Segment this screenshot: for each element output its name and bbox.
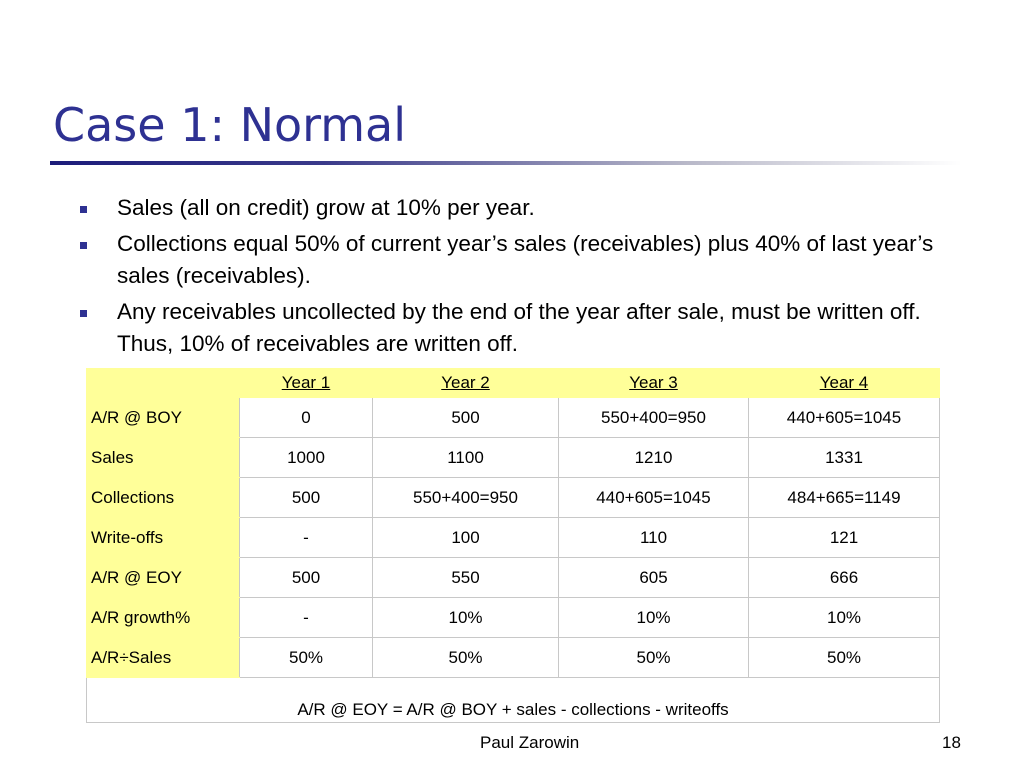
bullet-text: Any receivables uncollected by the end of the year after sale, must be written off. Thus, 10% of receivables are written off. [117, 299, 921, 356]
table-cell: 50% [559, 638, 749, 678]
table-note: A/R @ EOY = A/R @ BOY + sales - collections - writeoffs [87, 678, 940, 723]
title-underline [50, 161, 962, 165]
table-cell: 550+400=950 [559, 398, 749, 438]
table-note-row [87, 678, 940, 723]
column-header [749, 369, 940, 398]
table-row [87, 638, 940, 678]
column-header [373, 369, 559, 398]
row-label: A/R @ EOY [87, 558, 240, 598]
table-cell: 484+665=1149 [749, 478, 940, 518]
table-cell: 10% [749, 598, 940, 638]
table-row [87, 598, 940, 638]
table-cell: 1210 [559, 438, 749, 478]
column-header-label: Year 1 [281, 373, 331, 392]
table-cell: 1100 [373, 438, 559, 478]
table-cell: 500 [373, 398, 559, 438]
bullet-list [80, 192, 950, 364]
column-header [559, 369, 749, 398]
footer-author: Paul Zarowin [480, 733, 580, 752]
square-bullet-icon [80, 206, 87, 213]
table-cell: 100 [373, 518, 559, 558]
table-row [87, 478, 940, 518]
table-cell: 605 [559, 558, 749, 598]
table-cell: 440+605=1045 [749, 398, 940, 438]
table-cell: 10% [559, 598, 749, 638]
table-header-row [87, 369, 940, 398]
table-cell: 0 [240, 398, 373, 438]
table-cell: 500 [240, 558, 373, 598]
table-row [87, 518, 940, 558]
slide-title: Case 1: Normal [53, 98, 407, 152]
table-row [87, 438, 940, 478]
table-cell: 550 [373, 558, 559, 598]
table-cell: 50% [749, 638, 940, 678]
column-header-label: Year 3 [629, 373, 678, 392]
column-header-label: Year 4 [819, 373, 869, 392]
square-bullet-icon [80, 242, 87, 249]
bullet-item [80, 192, 950, 224]
table-cell: 550+400=950 [373, 478, 559, 518]
table-cell: 1331 [749, 438, 940, 478]
bullet-item [80, 228, 950, 292]
table-cell: - [240, 518, 373, 558]
table-cell: 1000 [240, 438, 373, 478]
table-cell: 666 [749, 558, 940, 598]
table-cell: 50% [373, 638, 559, 678]
row-label: A/R @ BOY [87, 398, 240, 438]
table-row [87, 558, 940, 598]
bullet-text: Collections equal 50% of current year’s sales (receivables) plus 40% of last year’s sales (receivables). [117, 231, 934, 288]
column-header-label: Year 2 [441, 373, 490, 392]
row-label: A/R growth% [87, 598, 240, 638]
table-corner-cell [87, 369, 240, 398]
table-cell: 440+605=1045 [559, 478, 749, 518]
row-label: A/R÷Sales [87, 638, 240, 678]
table-row [87, 398, 940, 438]
row-label: Write-offs [87, 518, 240, 558]
table-cell: 10% [373, 598, 559, 638]
row-label: Collections [87, 478, 240, 518]
table-cell: - [240, 598, 373, 638]
column-header [240, 369, 373, 398]
table-cell: 121 [749, 518, 940, 558]
bullet-text: Sales (all on credit) grow at 10% per year. [117, 195, 535, 220]
bullet-item [80, 296, 950, 360]
page-number: 18 [942, 733, 961, 752]
receivables-table [86, 368, 940, 723]
table-cell: 500 [240, 478, 373, 518]
square-bullet-icon [80, 310, 87, 317]
table-cell: 50% [240, 638, 373, 678]
row-label: Sales [87, 438, 240, 478]
table-cell: 110 [559, 518, 749, 558]
